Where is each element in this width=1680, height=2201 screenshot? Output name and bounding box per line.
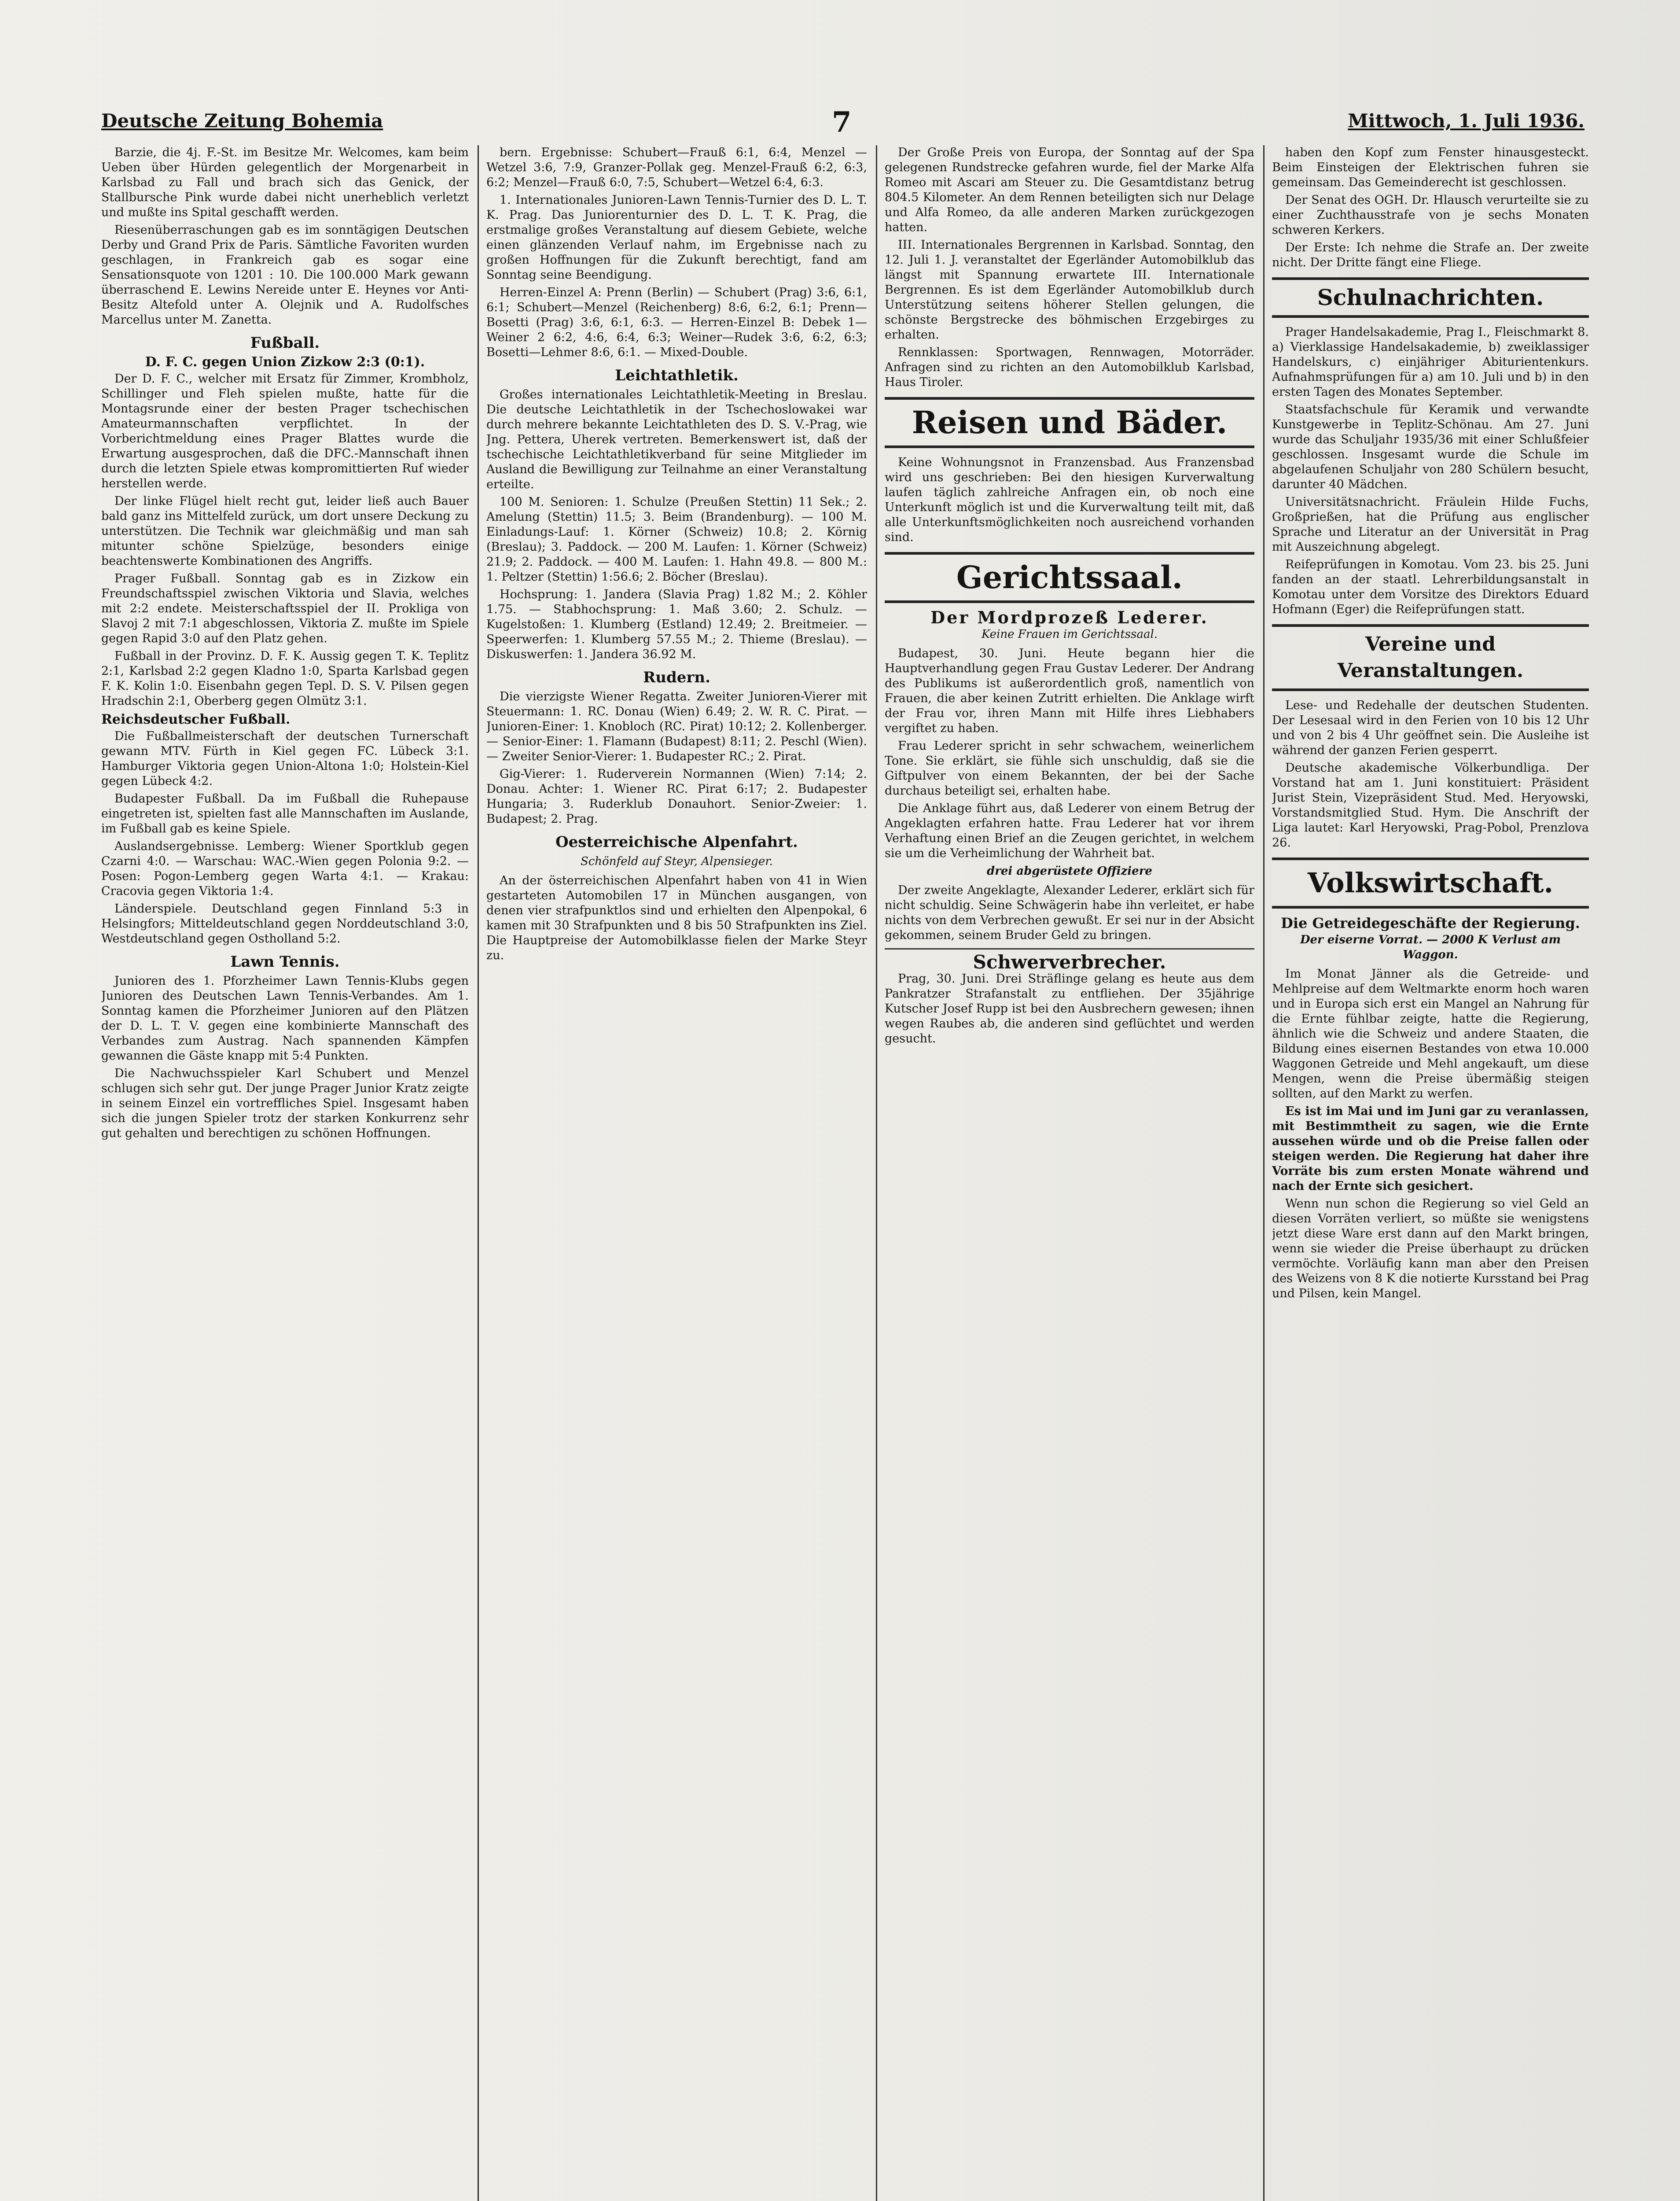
section-box-schulnachrichten: [1272, 277, 1589, 318]
article-paragraph: Der linke Flügel hielt recht gut, leider ließ auch Bauer bald ganz ins Mittelfeld zurück, um dort unsere Deckung zu unterstützen. Die Technik war gleichmäßig und man sah mitunter schöne Spielzüge, besonders einige beachtenswerte Kombinationen des Angriffs.: [101, 494, 469, 568]
article-paragraph: Deutsche akademische Völkerbundliga. Der Vorstand hat am 1. Juni konstituiert: Präsident Jurist Stein, Vizepräsident Stud. Med. Heryowski, Vorstandsmitglied Stud. Hym. Die Anschrift der Liga lautet: Karl Heryowski, Prag-Pobol, Prenzlova 26.: [1272, 761, 1589, 850]
article-paragraph: Auslandsergebnisse. Lemberg: Wiener Sportklub gegen Czarni 4:0. — Warschau: WAC.-Wien gegen Polonia 9:2. — Posen: Pogon-Lemberg gegen Warta 4:1. — Krakau: Cracovia gegen Viktoria 1:4.: [101, 839, 469, 898]
section-heading-tennis: Lawn Tennis.: [230, 953, 340, 971]
article-paragraph: An der österreichischen Alpenfahrt haben von 41 in Wien gestarteten Automobilen 17 in München ausgangen, von denen vier strafpunktlos sind und erhielten den Alpenpokal, 6 kamen mit 30 Strafpunkten und 8 bis 50 Strafpunkten ins Ziel. Die Hauptpreise der Automobilklasse fielen der Marke Steyr zu.: [486, 874, 867, 962]
section-heading-schwerverbrecher: Schwerverbrecher.: [973, 951, 1166, 973]
article-paragraph: Der zweite Angeklagte, Alexander Lederer, erklärt sich für nicht schuldig. Seine Schwägerin habe ihn verleitet, er habe nichts von dem Verbrechen gewußt. Er sei nur in der Absicht gekommen, seinem Bruder Geld zu bringen.: [885, 883, 1254, 942]
section-heading-rudern: Rudern.: [643, 669, 710, 686]
article-paragraph: III. Internationales Bergrennen in Karlsbad. Sonntag, den 12. Juli 1. J. veranstaltet der Egerländer Automobilklub das längst mit Spannung erwartete III. Internationale Bergrennen. Es ist dem Egerländer Automobilklub durch Unterstützung seitens höherer Stellen gelungen, die schönste Bergstrecke des böhmischen Erzgebirges zu erhalten.: [885, 238, 1254, 342]
article-paragraph: bern. Ergebnisse: Schubert—Frauß 6:1, 6:4, Menzel —Wetzel 3:6, 7:9, Granzer-Pollak geg. Menzel-Frauß 6:2, 6:3, 6:2; Menzel—Frauß 6:0, 7:5, Schubert—Wetzel 6:4, 6:3.: [486, 146, 867, 189]
article-paragraph: haben den Kopf zum Fenster hinausgesteckt. Beim Einsteigen der Elektrischen fuhren sie gemeinsam. Das Gemeinderecht ist geschlossen.: [1272, 146, 1589, 189]
section-heading-alpenfahrt: Oesterreichische Alpenfahrt.: [555, 833, 798, 851]
article-paragraph: Der Große Preis von Europa, der Sonntag auf der Spa gelegenen Rundstrecke gefahren wurde, fiel der Marke Alfa Romeo mit Ascari am Steuer zu. Die Gesamtdistanz betrug 804.5 Kilometer. An dem Rennen beteiligten sich nur Delage und Alfa Romeo, da alle anderen Marken zurückgezogen hatten.: [885, 146, 1254, 234]
article-paragraph: Großes internationales Leichtathletik-Meeting in Breslau. Die deutsche Leichtathletik in der Tschechoslowakei war durch mehrere bekannte Leichtathleten des D. S. V.-Prag, wie Jng. Pettera, Uherek vertreten. Bemerkenswert ist, daß der tschechische Leichtathletikverband für seine Mitglieder im Ausland die Bewilligung zur Teilnahme an einer Veranstaltung erteilte.: [486, 388, 867, 491]
article-paragraph: Keine Wohnungsnot in Franzensbad. Aus Franzensbad wird uns geschrieben: Bei den hiesigen Kurverwaltung laufen täglich zahlreiche Anfragen ein, ob noch eine Unterkunft möglich ist und die Kurverwaltung teilt mit, daß alle Unterkunftsmöglichkeiten noch ausreichend vorhanden sind.: [885, 456, 1254, 544]
column-4: [1272, 145, 1589, 2201]
column-rule: [1263, 145, 1265, 2201]
article-paragraph: Budapester Fußball. Da im Fußball die Ruhepause eingetreten ist, spielten fast alle Mannschaften im Auslande, im Fußball gab es keine Spiele.: [101, 792, 469, 835]
article-paragraph: Hochsprung: 1. Jandera (Slavia Prag) 1.82 M.; 2. Köhler 1.75. — Stabhochsprung: 1. Maß 3.60; 2. Schulz. — Kugelstoßen: 1. Klumberg (Estland) 12.49; 2. Breitmeier. — Speerwerfen: 1. Klumberg 57.55 M.; 2. Thieme (Breslau). — Diskuswerfen: 1. Jandera 36.92 M.: [486, 588, 867, 661]
masthead: [101, 106, 1584, 141]
article-paragraph: Lese- und Redehalle der deutschen Studenten. Der Lesesaal wird in den Ferien von 10 bis 12 Uhr und von 2 bis 4 Uhr geöffnet sein. Die Ausleihe ist während der ganzen Ferien gesperrt.: [1272, 699, 1589, 757]
section-box-volkswirtschaft: [1272, 858, 1589, 909]
column-3: [885, 145, 1254, 2201]
article-paragraph: Prag, 30. Juni. Drei Sträflinge gelang es heute aus dem Pankratzer Strafanstalt zu entfliehen. Der 35jährige Kutscher Josef Rupp ist bei den Ausbrechern gewesen; ihnen wegen Raubes ab, die anderen sind geflüchtet und werden gesucht.: [885, 972, 1254, 1045]
article-paragraph: Im Monat Jänner als die Getreide- und Mehlpreise auf dem Weltmarkte enorm hoch waren und in Europa sich erst ein Mangel an Nahrung für die Ernte fühlbar zeigte, hatte die Regierung, ähnlich wie die Schweiz und andere Staaten, die Bildung eines eisernen Bestandes von etwa 10.000 Waggonen Getreide und Mehl angekauft, um diese Mengen, wenn die Preise übermäßig steigen sollten, auf den Markt zu werfen.: [1272, 967, 1589, 1100]
article-subheading: Schönfeld auf Steyr, Alpensieger.: [580, 855, 773, 868]
article-paragraph: Frau Lederer spricht in sehr schwachem, weinerlichem Tone. Sie erklärt, sie fühle sich unschuldig, daß sie die Giftpulver von einem Bekannten, der bei der Sache durchaus beteiligt sei, erhalten habe.: [885, 739, 1254, 798]
column-rule: [478, 145, 479, 2201]
article-paragraph: Der Erste: Ich nehme die Strafe an. Der zweite nicht. Der Dritte fängt eine Fliege.: [1272, 241, 1589, 269]
section-heading-gerichtssaal: Gerichtssaal.: [956, 559, 1183, 596]
article-paragraph: Fußball in der Provinz. D. F. K. Aussig gegen T. K. Teplitz 2:1, Karlsbad 2:2 gegen Kladno 1:0, Sparta Karlsbad gegen F. K. Kolin 1:0. Eisenbahn gegen Tepl. D. S. V. Pilsen gegen Hradschin 2:1, Oberberg gegen Olmütz 3:1.: [101, 649, 469, 708]
article-paragraph: Gig-Vierer: 1. Ruderverein Normannen (Wien) 7:14; 2. Donau. Achter: 1. Wiener RC. Pirat 6:17; 2. Budapester Hungaria; 3. Ruderklub Donauhort. Senior-Zweier: 1. Budapest; 2. Prag.: [486, 767, 867, 826]
article-subheading: Keine Frauen im Gerichtssaal.: [981, 628, 1158, 641]
article-paragraph: Junioren des 1. Pforzheimer Lawn Tennis-Klubs gegen Junioren des Deutschen Lawn Tennis-Verbandes. Am 1. Sonntag kamen die Pforzheimer Junioren auf den Plätzen der D. L. T. V. gegen eine kombinierte Mannschaft des Verbandes zum Austrag. Nach spannenden Kämpfen gewannen die Gäste knapp mit 5:4 Punkten.: [101, 974, 469, 1063]
column-1: [101, 145, 469, 2201]
article-heading: Reichsdeutscher Fußball.: [101, 712, 290, 727]
section-heading-volkswirtschaft: Volkswirtschaft.: [1307, 867, 1554, 899]
section-box-reisen: [885, 397, 1254, 448]
article-heading: Der Mordprozeß Lederer.: [930, 607, 1209, 627]
article-paragraph: Barzie, die 4j. F.-St. im Besitze Mr. Welcomes, kam beim Ueben über Hürden gelegentlich der Morgenarbeit in Karlsbad zu Fall und brach sich das Genick, der Stallbursche Pink wurde dabei nicht unerheblich verletzt und mußte ins Spital geschafft werden.: [101, 146, 469, 219]
article-paragraph: Die Fußballmeisterschaft der deutschen Turnerschaft gewann MTV. Fürth in Kiel gegen FC. Lübeck 3:1. Hamburger Viktoria gegen Union-Altona 1:0; Holstein-Kiel gegen Lübeck 4:2.: [101, 729, 469, 788]
article-paragraph: Die Anklage führt aus, daß Lederer von einem Betrug der Angeklagten erfahren hatte. Frau Lederer hat vor ihrem Verhaftung einen Brief an die Zeugen gerichtet, in welchem sie um die Verheimlichung der Wahrheit bat.: [885, 802, 1254, 860]
section-box-vereine: [1272, 624, 1589, 691]
article-paragraph: 1. Internationales Junioren-Lawn Tennis-Turnier des D. L. T. K. Prag. Das Juniorenturnier des D. L. T. K. Prag, die erstmalige großes Veranstaltung auf diesem Gebiete, welche einen glänzenden Verlauf nahm, im Ergebnisse nach zu großen Hoffnungen für die Zukunft berechtigt, fand am Sonntag seine Beendigung.: [486, 193, 867, 282]
article-paragraph: Herren-Einzel A: Prenn (Berlin) — Schubert (Prag) 3:6, 6:1, 6:1; Schubert—Menzel (Reichenberg) 8:6, 6:2, 6:1; Prenn—Bosetti (Prag) 3:6, 6:1, 6:3. — Herren-Einzel B: Debek 1—Weiner 2 6:2, 4:6, 6:4, 6:3; Weiner—Rudek 3:6, 6:2, 6:3; Bosetti—Lehmer 8:6, 6:1. — Mixed-Double.: [486, 286, 867, 359]
article-paragraph: Der Senat des OGH. Dr. Hlausch verurteilte sie zu einer Zuchthausstrafe von je sechs Monaten schweren Kerkers.: [1272, 193, 1589, 237]
article-paragraph: 100 M. Senioren: 1. Schulze (Preußen Stettin) 11 Sek.; 2. Amelung (Stettin) 11.5; 3. Beim (Brandenburg). — 100 M. Einladungs-Lauf: 1. Körner (Schweiz) 10.8; 2. Körnig (Breslau); 3. Paddock. — 200 M. Laufen: 1. Körner (Schweiz) 21.9; 2. Paddock. — 400 M. Laufen: 1. Hahn 49.8. — 800 M.: 1. Peltzer (Stettin) 1:56.6; 2. Böcher (Breslau).: [486, 495, 867, 584]
issue-date: Mittwoch, 1. Juli 1936.: [1348, 110, 1584, 132]
section-box-gerichtssaal: [885, 552, 1254, 603]
page-number: 7: [832, 106, 852, 139]
article-paragraph: Staatsfachschule für Keramik und verwandte Kunstgewerbe in Teplitz-Schönau. Am 27. Juni wurde das Schuljahr 1935/36 mit einer Schlußfeier geschlossen. Insgesamt wurde die Schule im abgelaufenen Schuljahr von 280 Schülern besucht, darunter 40 Mädchen.: [1272, 403, 1589, 491]
section-heading-vereine: Vereine und Veranstaltungen.: [1337, 633, 1524, 682]
article-paragraph: Universitätsnachricht. Fräulein Hilde Fuchs, Großprießen, hat die Prüfung aus englischer Sprache und Literatur an der Universität in Prag mit Auszeichnung abgelegt.: [1272, 495, 1589, 554]
newspaper-title: Deutsche Zeitung Bohemia: [101, 110, 383, 132]
column-rule: [876, 145, 877, 2201]
section-heading-fussball: Fußball.: [250, 334, 320, 352]
article-heading: D. F. C. gegen Union Zizkow 2:3 (0:1).: [145, 354, 425, 370]
article-paragraph: Budapest, 30. Juni. Heute begann hier die Hauptverhandlung gegen Frau Gustav Lederer. Der Andrang des Publikums ist außerordentlich groß, namentlich von Frauen, die aber keinen Zutritt erhielten. Die Anklage wirft der Frau vor, ihren Mann mit Hilfe ihres Liebhabers vergiftet zu haben.: [885, 647, 1254, 735]
article-subheading: Der eiserne Vorrat. — 2000 K Verlust am Waggon.: [1300, 933, 1561, 961]
article-paragraph: Prager Fußball. Sonntag gab es in Zizkow ein Freundschaftsspiel zwischen Viktoria und Slavia, welches mit 2:2 endete. Meisterschaftsspiel der II. Prokliga von Slavoj 2 mit 7:1 abgeschlossen, Viktoria Z. mußte im Spiele gegen Rapid 3:0 auf den Platz gehen.: [101, 572, 469, 645]
article-paragraph: Prager Handelsakademie, Prag I., Fleischmarkt 8. a) Vierklassige Handelsakademie, b) zweiklassiger Handelskurs, c) einjähriger Abiturientenkurs. Aufnahmsprüfungen für a) am 10. Juli und b) in den ersten Tagen des Monates September.: [1272, 325, 1589, 399]
article-paragraph: Es ist im Mai und im Juni gar zu veranlassen, mit Bestimmtheit zu sagen, wie die Ernte aussehen würde und ob die Preise fallen oder steigen werden. Die Regierung hat daher ihre Vorräte bis zum ersten Monate während und nach der Ernte sich gesichert.: [1272, 1104, 1589, 1193]
article-paragraph: Rennklassen: Sportwagen, Rennwagen, Motorräder. Anfragen sind zu richten an den Automobilklub Karlsbad, Haus Tiroler.: [885, 346, 1254, 389]
divider: [885, 948, 1254, 950]
article-paragraph: Wenn nun schon die Regierung so viel Geld an diesen Vorräten verliert, so müßte sie wenigstens jetzt diese Ware erst dann auf den Markt bringen, wenn sie wieder die Preise überhaupt zu drücken vermöchte. Vorläufig kann man aber den Preisen des Weizens von 8 K die notierte Kursstand bei Prag und Pilsen, kein Mangel.: [1272, 1197, 1589, 1300]
article-paragraph: Der D. F. C., welcher mit Ersatz für Zimmer, Krombholz, Schillinger und Fleh spielen mußte, hatte für die Montagsrunde einer der besten Prager tschechischen Amateurmannschaften verpflichtet. In der Vorberichtmeldung eines Prager Blattes wurde die Erwartung ausgesprochen, daß die DFC.-Mannschaft ihnen durch die letzten Spiele etwas kompromittierten Ruf wieder herstellen werde.: [101, 372, 469, 490]
article-heading: Die Getreidegeschäfte der Regierung.: [1281, 915, 1580, 931]
article-subheading: drei abgerüstete Offiziere: [987, 865, 1152, 878]
section-heading-schulnachrichten: Schulnachrichten.: [1317, 284, 1544, 310]
article-paragraph: Reifeprüfungen in Komotau. Vom 23. bis 25. Juni fanden an der staatl. Lehrerbildungsanstalt in Komotau unter dem Vorsitze des Direktors Eduard Hofmann (Eger) die Reifeprüfungen statt.: [1272, 558, 1589, 616]
article-paragraph: Länderspiele. Deutschland gegen Finnland 5:3 in Helsingfors; Mitteldeutschland gegen Norddeutschland 3:0, Westdeutschland gegen Ostholland 5:2.: [101, 902, 469, 946]
section-heading-leichtathletik: Leichtathletik.: [615, 367, 739, 384]
article-paragraph: Riesenüberraschungen gab es im sonntägigen Deutschen Derby und Grand Prix de Paris. Sämtliche Favoriten wurden geschlagen, in Frankreich gab es sogar eine Sensationsquote von 1201 : 10. Die 100.000 Mark gewann überraschend E. Lewins Nereide unter E. Heynes vor Anti-Besitz Altefold unter A. Olejnik und A. Rudolfsches Marcellus unter M. Zanetta.: [101, 223, 469, 327]
section-heading-reisen: Reisen und Bäder.: [912, 404, 1228, 441]
column-2: [486, 145, 867, 2201]
article-paragraph: Die Nachwuchsspieler Karl Schubert und Menzel schlugen sich sehr gut. Der junge Prager Junior Kratz zeigte in seinem Einzel ein vortreffliches Spiel. Insgesamt haben sich die jungen Spieler trotz der starken Konkurrenz sehr gut gehalten und berechtigen zu schönen Hoffnungen.: [101, 1067, 469, 1140]
article-paragraph: Die vierzigste Wiener Regatta. Zweiter Junioren-Vierer mit Steuermann: 1. RC. Donau (Wien) 6.49; 2. W. R. C. Pirat. — Junioren-Einer: 1. Knobloch (RC. Pirat) 10:12; 2. Kollenberger. — Senior-Einer: 1. Flamann (Budapest) 8:11; 2. Peschl (Wien). — Zweiter Senior-Vierer: 1. Budapester RC.; 2. Pirat.: [486, 690, 867, 763]
